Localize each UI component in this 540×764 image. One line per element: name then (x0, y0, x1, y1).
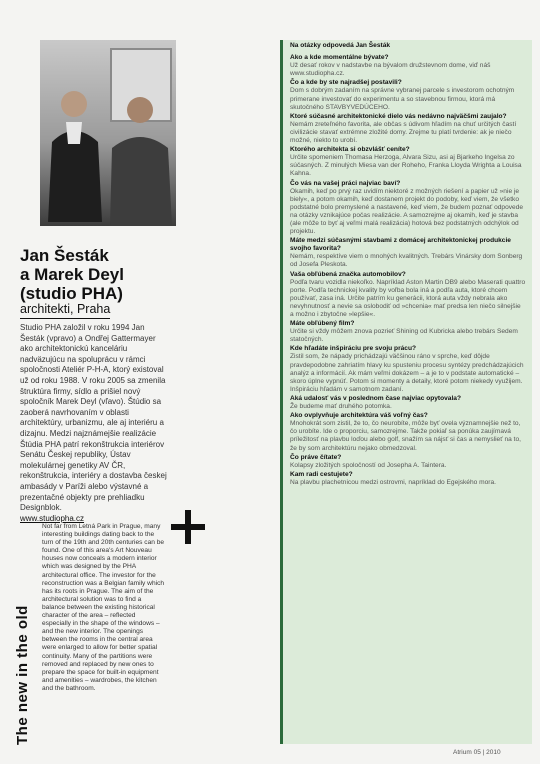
studio-website-link[interactable]: www.studiopha.cz (20, 513, 85, 523)
title-line-1: Jan Šesták (20, 246, 109, 265)
question: Ako ovplyvňuje architektúra váš voľný čas? (290, 412, 428, 420)
portrait-photo (40, 40, 176, 226)
question: Vaša obľúbená značka automobilov? (290, 270, 406, 278)
answer: Nemám, respektíve viem o mnohých kvalitných. Trebárs Vinársky dom Sonberg od Josefa Pleskota. (290, 253, 523, 269)
vertical-section-title: The new in the old (14, 605, 31, 745)
question: Máte medzi súčasnými stavbami z domácej architektonickej produkcie svojho favorita? (290, 237, 511, 253)
title-line-2: a Marek Deyl (20, 265, 124, 284)
answer: Kolapsy zložitých spoločností od Josepha A. Taintera. (290, 461, 447, 469)
page-subtitle: architekti, Praha (20, 302, 110, 319)
plus-icon (171, 510, 205, 544)
answer: Určite si vždy môžem znova pozrieť Shining od Kubricka alebo trebárs Sedem statočných. (290, 328, 518, 344)
title-line-3: (studio PHA) (20, 284, 123, 303)
question: Čo vás na vašej práci najviac baví? (290, 179, 401, 187)
interview-content (290, 42, 526, 487)
question: Ako a kde momentálne bývate? (290, 54, 389, 62)
person-right-figure (110, 92, 172, 226)
person-left-figure (46, 82, 104, 222)
english-summary-text: Not far from Letná Park in Prague, many interesting buildings dating back to the turn of the 19th and 20th centuries can be found. One of this area's Art Nouveau houses now conceals a modern interior which was designed by the PHA architectural office. The investor for the reconstruction was a Belgian family which has its roots in Prague. The aim of the architectural solution was to find a balance between the existing historical character of the area – reflected especially in the shape of the windows – and the new interior. The openings between the rooms in the central area were enlarged to allow for better spatial continuity. Many of the partitions were removed and replaced by new ones to prepare the space for built-in equipment and amenities – wardrobes, the kitchen and the bathroom. (42, 523, 165, 692)
page-title (20, 246, 124, 303)
bio-section (20, 323, 168, 524)
answer: Dom s dobrým zadaním na správne vybranej parcele s investorom ochotným primerane investovať do experimentu a so stavebnou firmou, ktorá má skutočného STAVBYVEDÚCEHO. (290, 87, 515, 111)
bio-text: Studio PHA založil v roku 1994 Jan Šesták (vpravo) a Ondřej Gattermayer ako architektonickú kanceláriu nadväzujúcu na spoluprácu v rámci spoločnosti Ateliér P-H-A, ktorý existoval už od roku 1988. V roku 2005 sa zmenila štruktúra firmy, sídlo a prišiel nový spoločník Marek Deyl (vľavo). Štúdio sa zaoberá navrhovaním v oblasti architektúry, urbanizmu, ale aj interiéru a dizajnu. Medzi najznámejšie realizácie Štúdia PHA patrí rekonštrukcia interiérov Senátu Českej republiky, Ústav molekulárnej genetiky AV ČR, rekonštrukcia, interiéry a dostavba českej ambasády v Paríži alebo výstavné a prezentačné objekty pre prehliadku Designblok. (20, 323, 167, 513)
answer: Podľa tvaru vozidla niekoľko. Napríklad Aston Martin DB9 alebo Maserati quattro porte. Podľa technickej kvality by voľba bola iná a podľa auta, ktoré chcem používať, zasa iná. Určite patrím ku generácii, ktorá auta vždy nebrala ako nevyhnutnosť a nevie sa oslobodiť od »chcenia« mať predsa len niečo silnejšie a možno i zbytočne »lepšie«. (290, 278, 526, 318)
question: Čo práve čítate? (290, 453, 342, 461)
question: Ktorého architekta si obzvlášť ceníte? (290, 146, 410, 154)
question: Čo a kde by ste najradšej postavili? (290, 79, 402, 87)
answer: Že budeme mať druhého potomka. (290, 403, 392, 411)
interview-lead: Na otázky odpovedá Jan Šesták (290, 42, 391, 49)
answer: Na plavbu plachetnicou medzi ostrovmi, napríklad do Egejského mora. (290, 478, 496, 486)
question: Máte obľúbený film? (290, 320, 355, 328)
answer: Zistil som, že nápady prichádzajú väčšinou ráno v sprche, keď dôjde pravdepodobne zahriatím hlavy ku spusteniu procesu syntézy predchádzajúcich analýz a informácií. Ak mám veľmi dokázem – a je to v podstate automatické – skoro úplne vypnúť. Potom si momenty a detaily, ktoré potom niekedy využijem. Inšpiráciu hľadám v samotnom zadaní. (290, 353, 524, 393)
page-footer: Atrium 05 | 2010 (453, 749, 501, 756)
question: Kde hľadáte inšpiráciu pre svoju prácu? (290, 345, 417, 353)
answer: Mnohokrát som zistil, že to, čo neurobíte, môže byť ovela významnejšie než to, čo urobíte. Ide o proporciu, samozrejme. Takže pokiaľ sa ponúka zaujímavá príležitosť na plavbu loďou alebo golf, snažím sa nájsť si čas a nemyslieť na to, že by som architektúru nejako obmedzoval. (290, 420, 522, 452)
answer: Určite spomeniem Thomasa Herzoga, Alvara Sizu, asi aj Bjarkeho Ingelsa zo súčasných. Z minulých Miesa van der Roheho, Franka Lloyda Wrighta a Louisa Kahna. (290, 154, 522, 178)
answer: Už desať rokov v nadstavbe na bývalom družstevnom dome, viď náš www.studiopha.cz. (290, 62, 491, 78)
question: Ktoré súčasné architektonické dielo vás nedávno najväčšmi zaujalo? (290, 112, 507, 120)
answer: Nemám zreteľného favorita, ale občas s údivom hľadím na chuť určitých častí civilizácie stavať extrémne zložité domy. Zrejme tu platí tvrdenie: ak je niečo možné, niekto to urobí. (290, 120, 517, 145)
question: Kam radi cestujete? (290, 470, 353, 478)
question: Aká udalosť vás v poslednom čase najviac opytovala? (290, 394, 461, 402)
answer: Okamih, keď po prvý raz uvidím niektoré z možných riešení a papier už »nie je biely«, a potom okamih, keď dostanem projekt do podoby, keď viem, že všetko podstatné bolo premyslené a nastavené, keď viem, že budem poznať odpovede na otázky vznikajúce počas realizácie. A samozrejme aj okamih, keď je stavba (ale môže to byť aj veľmi malá realizácia) hotová bez podstatných odchýlok od projektu. (290, 187, 524, 236)
